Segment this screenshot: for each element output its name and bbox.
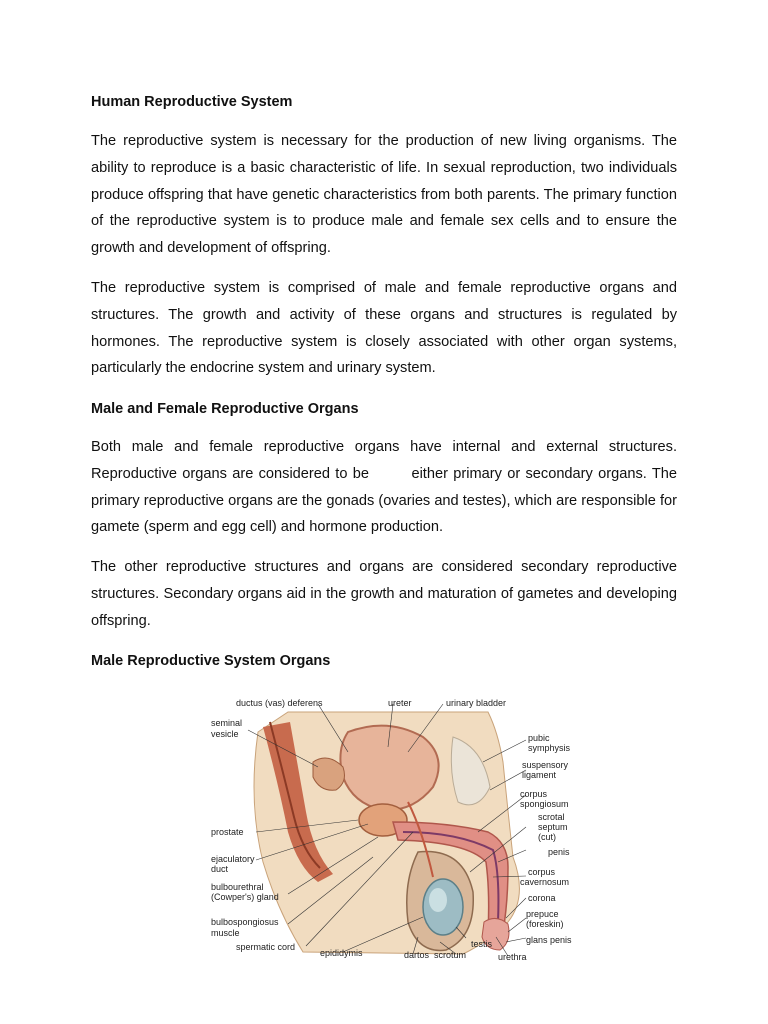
urinary-bladder-shape <box>340 726 438 811</box>
male-reproductive-anatomy-figure <box>208 692 580 964</box>
label-epididymis: epididymis <box>320 948 363 958</box>
paragraph-intro: The reproductive system is necessary for the production of new living organisms. The ability to reproduce is a basic characteristic of life. In sexual reproduction, two individuals produce offspring that have genetic characteristics from both parents. The primary function of the reproductive system is to produce male and female sex cells and to ensure the growth and development of offspring. <box>91 133 677 257</box>
label-corpus-spongiosum-line1: corpus <box>520 789 548 799</box>
label-pubic-symphysis-line2: symphysis <box>528 743 571 753</box>
label-suspensory-ligament-line2: ligament <box>522 770 557 780</box>
label-corona: corona <box>528 893 556 903</box>
label-scrotal-septum-line2: septum <box>538 822 568 832</box>
label-scrotal-septum-line1: scrotal <box>538 812 565 822</box>
label-ductus-deferens: ductus (vas) deferens <box>236 698 323 708</box>
label-urethra: urethra <box>498 952 527 962</box>
anatomy-illustration <box>208 692 580 964</box>
label-suspensory-ligament-line1: suspensory <box>522 760 569 770</box>
label-ejaculatory-duct-line1: ejaculatory <box>211 854 255 864</box>
paragraph-organs-structures: The reproductive system is comprised of male and female reproductive organs and structures. The growth and activity of these organs and structures is regulated by hormones. The reproductive system is closely associated with other organ systems, particularly the endocrine system and urinary system. <box>91 280 677 377</box>
label-pubic-symphysis-line1: pubic <box>528 733 550 743</box>
label-corpus-spongiosum-line2: spongiosum <box>520 799 569 809</box>
label-corpus-cavernosum-line1: corpus <box>528 867 556 877</box>
label-scrotal-septum-line3: (cut) <box>538 832 556 842</box>
label-bulbospongiosus-line1: bulbospongiosus <box>211 917 279 927</box>
label-penis: penis <box>548 847 570 857</box>
label-bulbospongiosus-line2: muscle <box>211 928 240 938</box>
heading-male-organs: Male Reproductive System Organs <box>91 653 331 669</box>
paragraph-secondary-structures: The other reproductive structures and organs are considered secondary reproductive structures. Secondary organs aid in the growth and maturation of gametes and developing offspring. <box>91 559 677 629</box>
label-testis: testis <box>471 939 493 949</box>
paragraph-primary-secondary: Both male and female reproductive organs have internal and external structures. Reproductive organs are considered to be either primary or secondary organs. The primary reproductive organs are the gonads (ovaries and testes), which are responsible for gamete (sperm and egg cell) and hormone production. <box>91 439 682 536</box>
label-scrotum: scrotum <box>434 950 467 960</box>
heading-male-female-organs: Male and Female Reproductive Organs <box>91 401 359 417</box>
label-prepuce-line1: prepuce <box>526 909 559 919</box>
label-prepuce-line2: (foreskin) <box>526 919 564 929</box>
label-seminal-vesicle-line2: vesicle <box>211 729 239 739</box>
label-spermatic-cord: spermatic cord <box>236 942 296 952</box>
label-urinary-bladder: urinary bladder <box>446 698 507 708</box>
label-ureter: ureter <box>388 698 412 708</box>
label-seminal-vesicle-line1: seminal <box>211 718 243 728</box>
heading-human-reproductive-system: Human Reproductive System <box>91 94 293 110</box>
label-bulbourethral-line2: (Cowper's) gland <box>211 892 279 902</box>
label-glans-penis: glans penis <box>526 935 572 945</box>
label-bulbourethral-line1: bulbourethral <box>211 882 264 892</box>
label-dartos: dartos <box>404 950 430 960</box>
label-ejaculatory-duct-line2: duct <box>211 864 229 874</box>
label-corpus-cavernosum-line2: cavernosum <box>520 877 570 887</box>
testis-highlight <box>429 888 447 912</box>
label-prostate: prostate <box>211 827 244 837</box>
